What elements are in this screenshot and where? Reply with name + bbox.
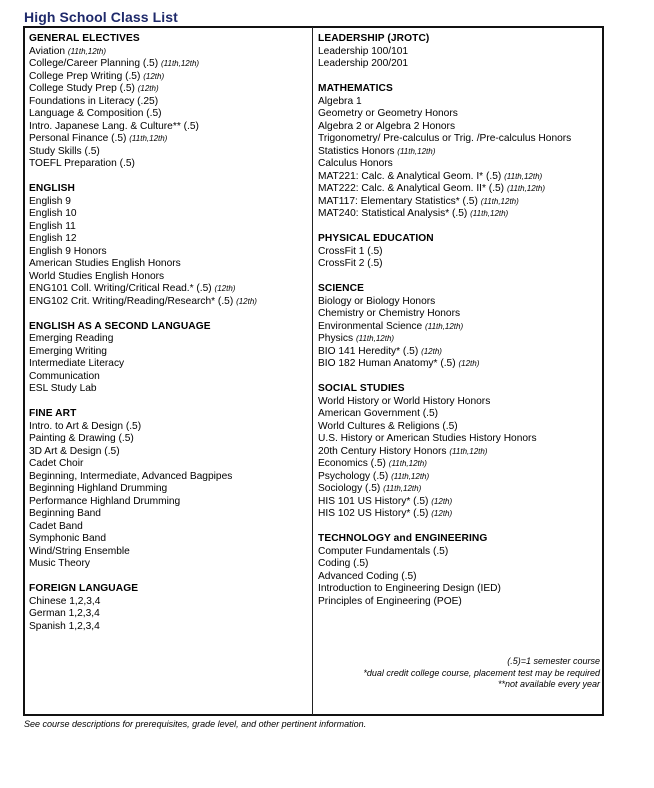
course-item bbox=[29, 596, 309, 609]
course-name: Cadet Band bbox=[29, 520, 83, 532]
course-item bbox=[29, 58, 309, 71]
course-name: Coding (.5) bbox=[318, 558, 369, 569]
course-item bbox=[29, 221, 309, 234]
course-name: CrossFit 2 (.5) bbox=[318, 258, 383, 269]
course-name: TOEFL Preparation (.5) bbox=[29, 158, 135, 169]
section-heading: SCIENCE bbox=[318, 283, 364, 294]
grade-level-note: (11th,12th) bbox=[67, 46, 107, 56]
grade-level-note: (11th,12th) bbox=[480, 196, 519, 206]
course-name: BIO 141 Heredity* (.5) bbox=[318, 345, 419, 357]
course-name: BIO 182 Human Anatomy* (.5) bbox=[318, 358, 456, 369]
grade-level-note: (11th,12th) bbox=[160, 59, 200, 68]
course-name: Intro. to Art & Design (.5) bbox=[29, 420, 142, 432]
grade-level-note: (12th) bbox=[458, 359, 480, 368]
footer-note: See course descriptions for prerequisites, grade level, and other pertinent information. bbox=[24, 719, 367, 729]
course-item bbox=[29, 208, 309, 221]
course-item bbox=[318, 321, 601, 334]
course-name: Environmental Science bbox=[318, 320, 423, 332]
course-name: 20th Century History Honors bbox=[318, 445, 447, 457]
course-item bbox=[318, 421, 601, 434]
course-section bbox=[318, 283, 601, 371]
course-name: English 12 bbox=[29, 233, 77, 244]
course-name: CrossFit 1 (.5) bbox=[318, 245, 383, 257]
course-name: Intermediate Literacy bbox=[29, 358, 125, 369]
course-name: HIS 102 US History* (.5) bbox=[318, 508, 429, 519]
course-item bbox=[29, 296, 309, 309]
course-name: English 10 bbox=[29, 208, 77, 219]
column-divider bbox=[312, 27, 313, 715]
course-item bbox=[318, 183, 601, 196]
course-name: Study Skills (.5) bbox=[29, 145, 100, 157]
course-item bbox=[29, 283, 309, 296]
course-name: 3D Art & Design (.5) bbox=[29, 445, 120, 457]
section-heading: TECHNOLOGY and ENGINEERING bbox=[318, 533, 488, 544]
course-name: Chinese 1,2,3,4 bbox=[29, 595, 101, 607]
course-name: Algebra 1 bbox=[318, 95, 362, 107]
grade-level-note: (11th,12th) bbox=[355, 334, 395, 343]
course-item bbox=[29, 71, 309, 84]
grade-level-note: (11th,12th) bbox=[388, 459, 427, 468]
course-item bbox=[29, 271, 309, 284]
course-item bbox=[29, 471, 309, 484]
section-heading: MATHEMATICS bbox=[318, 83, 393, 94]
grade-level-note: (12th) bbox=[421, 346, 442, 356]
course-item bbox=[29, 458, 309, 471]
course-name: Sociology (.5) bbox=[318, 483, 381, 494]
right-column bbox=[318, 33, 601, 621]
course-item bbox=[318, 133, 601, 146]
legend-dual-credit: *dual credit college course, placement test may be required bbox=[363, 667, 600, 678]
legend-not-every-year: **not available every year bbox=[497, 679, 600, 689]
grade-level-note: (12th) bbox=[236, 296, 257, 306]
course-item bbox=[318, 496, 601, 509]
course-item bbox=[318, 171, 601, 184]
course-name: Beginning Band bbox=[29, 508, 101, 519]
grade-level-note: (11th,12th) bbox=[391, 471, 430, 481]
course-name: Economics (.5) bbox=[318, 458, 386, 469]
course-item bbox=[318, 571, 601, 584]
course-name: Performance Highland Drumming bbox=[29, 495, 181, 507]
course-name: World Studies English Honors bbox=[29, 270, 165, 282]
course-item bbox=[29, 346, 309, 359]
legend-semester: (.5)=1 semester course bbox=[507, 656, 600, 666]
course-item bbox=[318, 146, 601, 159]
course-item bbox=[318, 246, 601, 259]
course-item bbox=[318, 158, 601, 171]
course-item bbox=[29, 496, 309, 509]
course-name: U.S. History or American Studies History Honors bbox=[318, 433, 537, 444]
course-item bbox=[29, 258, 309, 271]
course-item bbox=[318, 358, 601, 371]
section-heading: GENERAL ELECTIVES bbox=[29, 33, 140, 44]
course-item bbox=[318, 258, 601, 271]
course-name: College Study Prep (.5) bbox=[29, 83, 135, 94]
course-name: Personal Finance (.5) bbox=[29, 133, 127, 144]
course-name: Physics bbox=[318, 333, 354, 344]
course-item bbox=[318, 46, 601, 59]
course-item bbox=[29, 383, 309, 396]
course-name: Leadership 100/101 bbox=[318, 45, 409, 57]
course-item bbox=[318, 483, 601, 496]
course-section bbox=[29, 321, 309, 396]
course-name: College Prep Writing (.5) bbox=[29, 70, 141, 82]
course-item bbox=[29, 621, 309, 634]
section-heading: LEADERSHIP (JROTC) bbox=[318, 33, 430, 44]
course-name: Leadership 200/201 bbox=[318, 58, 409, 69]
course-name: Beginning, Intermediate, Advanced Bagpipes bbox=[29, 470, 233, 482]
course-name: HIS 101 US History* (.5) bbox=[318, 495, 429, 507]
course-item bbox=[29, 546, 309, 559]
grade-level-note: (12th) bbox=[431, 509, 453, 518]
course-item bbox=[318, 346, 601, 359]
grade-level-note: (12th) bbox=[143, 71, 165, 81]
course-item bbox=[29, 521, 309, 534]
page-title: High School Class List bbox=[24, 9, 178, 25]
section-heading: ENGLISH AS A SECOND LANGUAGE bbox=[29, 320, 211, 332]
course-item bbox=[318, 408, 601, 421]
course-name: Emerging Writing bbox=[29, 345, 107, 357]
course-item bbox=[29, 358, 309, 371]
course-name: Computer Fundamentals (.5) bbox=[318, 545, 449, 557]
course-item bbox=[29, 121, 309, 134]
course-item bbox=[29, 83, 309, 96]
course-item bbox=[318, 121, 601, 134]
course-section bbox=[318, 233, 601, 271]
course-item bbox=[29, 421, 309, 434]
course-item bbox=[318, 583, 601, 596]
course-section bbox=[29, 183, 309, 308]
course-item bbox=[29, 108, 309, 121]
course-name: Algebra 2 or Algebra 2 Honors bbox=[318, 120, 456, 132]
course-item bbox=[318, 296, 601, 309]
grade-level-note: (11th,12th) bbox=[425, 321, 464, 331]
course-item bbox=[318, 596, 601, 609]
course-section bbox=[29, 33, 309, 171]
course-section bbox=[318, 383, 601, 521]
course-item bbox=[29, 608, 309, 621]
course-item bbox=[29, 433, 309, 446]
course-item bbox=[29, 446, 309, 459]
course-item bbox=[29, 196, 309, 209]
course-item bbox=[29, 333, 309, 346]
course-name: Trigonometry/ Pre-calculus or Trig. /Pre-calculus Honors bbox=[318, 133, 572, 144]
course-name: College/Career Planning (.5) bbox=[29, 58, 159, 69]
grade-level-note: (11th,12th) bbox=[383, 484, 422, 493]
course-item bbox=[318, 446, 601, 459]
course-item bbox=[318, 546, 601, 559]
course-item bbox=[318, 558, 601, 571]
course-name: ESL Study Lab bbox=[29, 383, 97, 394]
course-section bbox=[29, 583, 309, 633]
course-name: Introduction to Engineering Design (IED) bbox=[318, 583, 501, 594]
course-section bbox=[318, 83, 601, 221]
course-name: MAT222: Calc. & Analytical Geom. II* (.5) bbox=[318, 183, 505, 194]
course-item bbox=[318, 208, 601, 221]
course-name: Spanish 1,2,3,4 bbox=[29, 620, 100, 632]
course-name: Calculus Honors bbox=[318, 158, 393, 169]
course-item bbox=[318, 508, 601, 521]
course-item bbox=[318, 96, 601, 109]
grade-level-note: (12th) bbox=[137, 84, 159, 93]
course-name: Music Theory bbox=[29, 558, 90, 569]
grade-level-note: (11th,12th) bbox=[470, 209, 509, 218]
course-name: Statistics Honors bbox=[318, 145, 395, 157]
grade-level-note: (11th,12th) bbox=[449, 446, 488, 456]
course-name: MAT240: Statistical Analysis* (.5) bbox=[318, 208, 468, 219]
course-item bbox=[318, 308, 601, 321]
course-item bbox=[318, 58, 601, 71]
course-name: Emerging Reading bbox=[29, 333, 114, 344]
course-name: Language & Composition (.5) bbox=[29, 108, 162, 119]
course-name: World Cultures & Religions (.5) bbox=[318, 420, 458, 432]
legend bbox=[363, 656, 600, 691]
grade-level-note: (11th,12th) bbox=[506, 184, 546, 193]
course-name: World History or World History Honors bbox=[318, 395, 491, 407]
course-item bbox=[29, 96, 309, 109]
section-heading: SOCIAL STUDIES bbox=[318, 383, 405, 394]
section-heading: FOREIGN LANGUAGE bbox=[29, 583, 139, 594]
course-name: American Government (.5) bbox=[318, 408, 439, 419]
course-item bbox=[29, 246, 309, 259]
course-name: Aviation bbox=[29, 45, 66, 57]
course-name: Intro. Japanese Lang. & Culture** (.5) bbox=[29, 120, 199, 132]
course-name: German 1,2,3,4 bbox=[29, 608, 100, 619]
grade-level-note: (11th,12th) bbox=[504, 171, 543, 181]
course-item bbox=[318, 396, 601, 409]
course-item bbox=[318, 458, 601, 471]
course-name: MAT221: Calc. & Analytical Geom. I* (.5) bbox=[318, 170, 502, 182]
course-name: Psychology (.5) bbox=[318, 470, 389, 482]
course-item bbox=[318, 471, 601, 484]
course-name: American Studies English Honors bbox=[29, 258, 181, 269]
course-section bbox=[318, 533, 601, 608]
course-item bbox=[29, 146, 309, 159]
section-heading: PHYSICAL EDUCATION bbox=[318, 233, 434, 244]
course-name: Beginning Highland Drumming bbox=[29, 483, 168, 494]
course-name: English 9 Honors bbox=[29, 245, 107, 257]
course-name: Biology or Biology Honors bbox=[318, 295, 436, 307]
left-column bbox=[29, 33, 309, 646]
course-name: Painting & Drawing (.5) bbox=[29, 433, 134, 444]
grade-level-note: (11th,12th) bbox=[397, 146, 436, 156]
course-item bbox=[29, 483, 309, 496]
course-item bbox=[29, 46, 309, 59]
course-item bbox=[29, 133, 309, 146]
course-name: ENG101 Coll. Writing/Critical Read.* (.5) bbox=[29, 283, 212, 294]
course-item bbox=[318, 433, 601, 446]
section-heading: ENGLISH bbox=[29, 183, 75, 194]
course-item bbox=[29, 371, 309, 384]
course-name: Wind/String Ensemble bbox=[29, 545, 130, 557]
course-name: Symphonic Band bbox=[29, 533, 107, 544]
course-name: English 11 bbox=[29, 220, 76, 232]
course-name: Chemistry or Chemistry Honors bbox=[318, 308, 461, 319]
course-name: English 9 bbox=[29, 195, 71, 207]
course-item bbox=[29, 508, 309, 521]
course-item bbox=[29, 158, 309, 171]
course-item bbox=[318, 108, 601, 121]
course-item bbox=[29, 533, 309, 546]
grade-level-note: (12th) bbox=[214, 284, 236, 293]
course-name: Principles of Engineering (POE) bbox=[318, 595, 462, 607]
grade-level-note: (12th) bbox=[431, 496, 453, 506]
course-section bbox=[29, 408, 309, 571]
course-item bbox=[318, 333, 601, 346]
course-name: ENG102 Crit. Writing/Reading/Research* (.5) bbox=[29, 295, 234, 307]
course-item bbox=[318, 196, 601, 209]
course-name: Advanced Coding (.5) bbox=[318, 570, 417, 582]
course-name: Communication bbox=[29, 370, 100, 382]
course-item bbox=[29, 558, 309, 571]
course-name: MAT117: Elementary Statistics* (.5) bbox=[318, 195, 478, 207]
course-name: Foundations in Literacy (.25) bbox=[29, 95, 159, 107]
course-name: Cadet Choir bbox=[29, 458, 84, 469]
course-name: Geometry or Geometry Honors bbox=[318, 108, 458, 119]
course-item bbox=[29, 233, 309, 246]
grade-level-note: (11th,12th) bbox=[129, 134, 168, 143]
section-heading: FINE ART bbox=[29, 408, 77, 419]
course-section bbox=[318, 33, 601, 71]
